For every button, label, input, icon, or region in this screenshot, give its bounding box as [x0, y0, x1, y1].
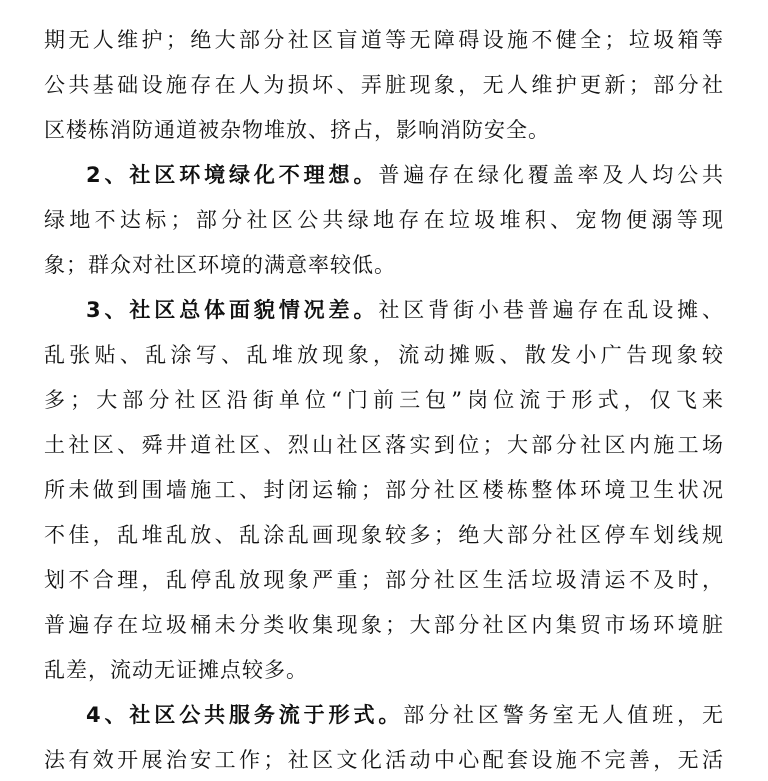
paragraph-line: 多；大部分社区沿街单位“门前三包”岗位流于形式，仅飞来: [44, 388, 724, 412]
section-4-first-line: [86, 697, 724, 733]
paragraph-line: 土社区、舜井道社区、烈山社区落实到位；大部分社区内施工场: [44, 433, 724, 457]
paragraph-line: 乱张贴、乱涂写、乱堆放现象，流动摊贩、散发小广告现象较: [44, 343, 724, 367]
paragraph-line: 绿地不达标；部分社区公共绿地存在垃圾堆积、宠物便溺等现: [44, 208, 724, 232]
paragraph-line: 法有效开展治安工作；社区文化活动中心配套设施不完善，无活: [44, 748, 724, 772]
section-4-heading: 4、社区公共服务流于形式。: [86, 703, 404, 727]
section-2-first-line: [86, 157, 724, 193]
paragraph-line: 所未做到围墙施工、封闭运输；部分社区楼栋整体环境卫生状况: [44, 478, 724, 502]
paragraph-line: 乱差，流动无证摊点较多。: [44, 658, 308, 682]
section-3-first-line: [86, 292, 724, 328]
paragraph-line: 公共基础设施存在人为损坏、弄脏现象，无人维护更新；部分社: [44, 73, 724, 97]
paragraph-line: 不佳，乱堆乱放、乱涂乱画现象较多；绝大部分社区停车划线规: [44, 523, 724, 547]
paragraph-line: 普遍存在垃圾桶未分类收集现象；大部分社区内集贸市场环境脏: [44, 613, 724, 637]
section-2-text: 普遍存在绿化覆盖率及人均公共: [378, 163, 724, 187]
paragraph-line: 划不合理，乱停乱放现象严重；部分社区生活垃圾清运不及时，: [44, 568, 724, 592]
paragraph-line: 期无人维护；绝大部分社区盲道等无障碍设施不健全；垃圾箱等: [44, 28, 724, 52]
section-3-heading: 3、社区总体面貌情况差。: [86, 298, 379, 322]
paragraph-line: 象；群众对社区环境的满意率较低。: [44, 253, 396, 277]
section-3-text: 社区背街小巷普遍存在乱设摊、: [378, 298, 724, 322]
paragraph-line: 区楼栋消防通道被杂物堆放、挤占，影响消防安全。: [44, 118, 550, 142]
section-4-text: 部分社区警务室无人值班，无: [403, 703, 724, 727]
section-2-heading: 2、社区环境绿化不理想。: [86, 163, 379, 187]
